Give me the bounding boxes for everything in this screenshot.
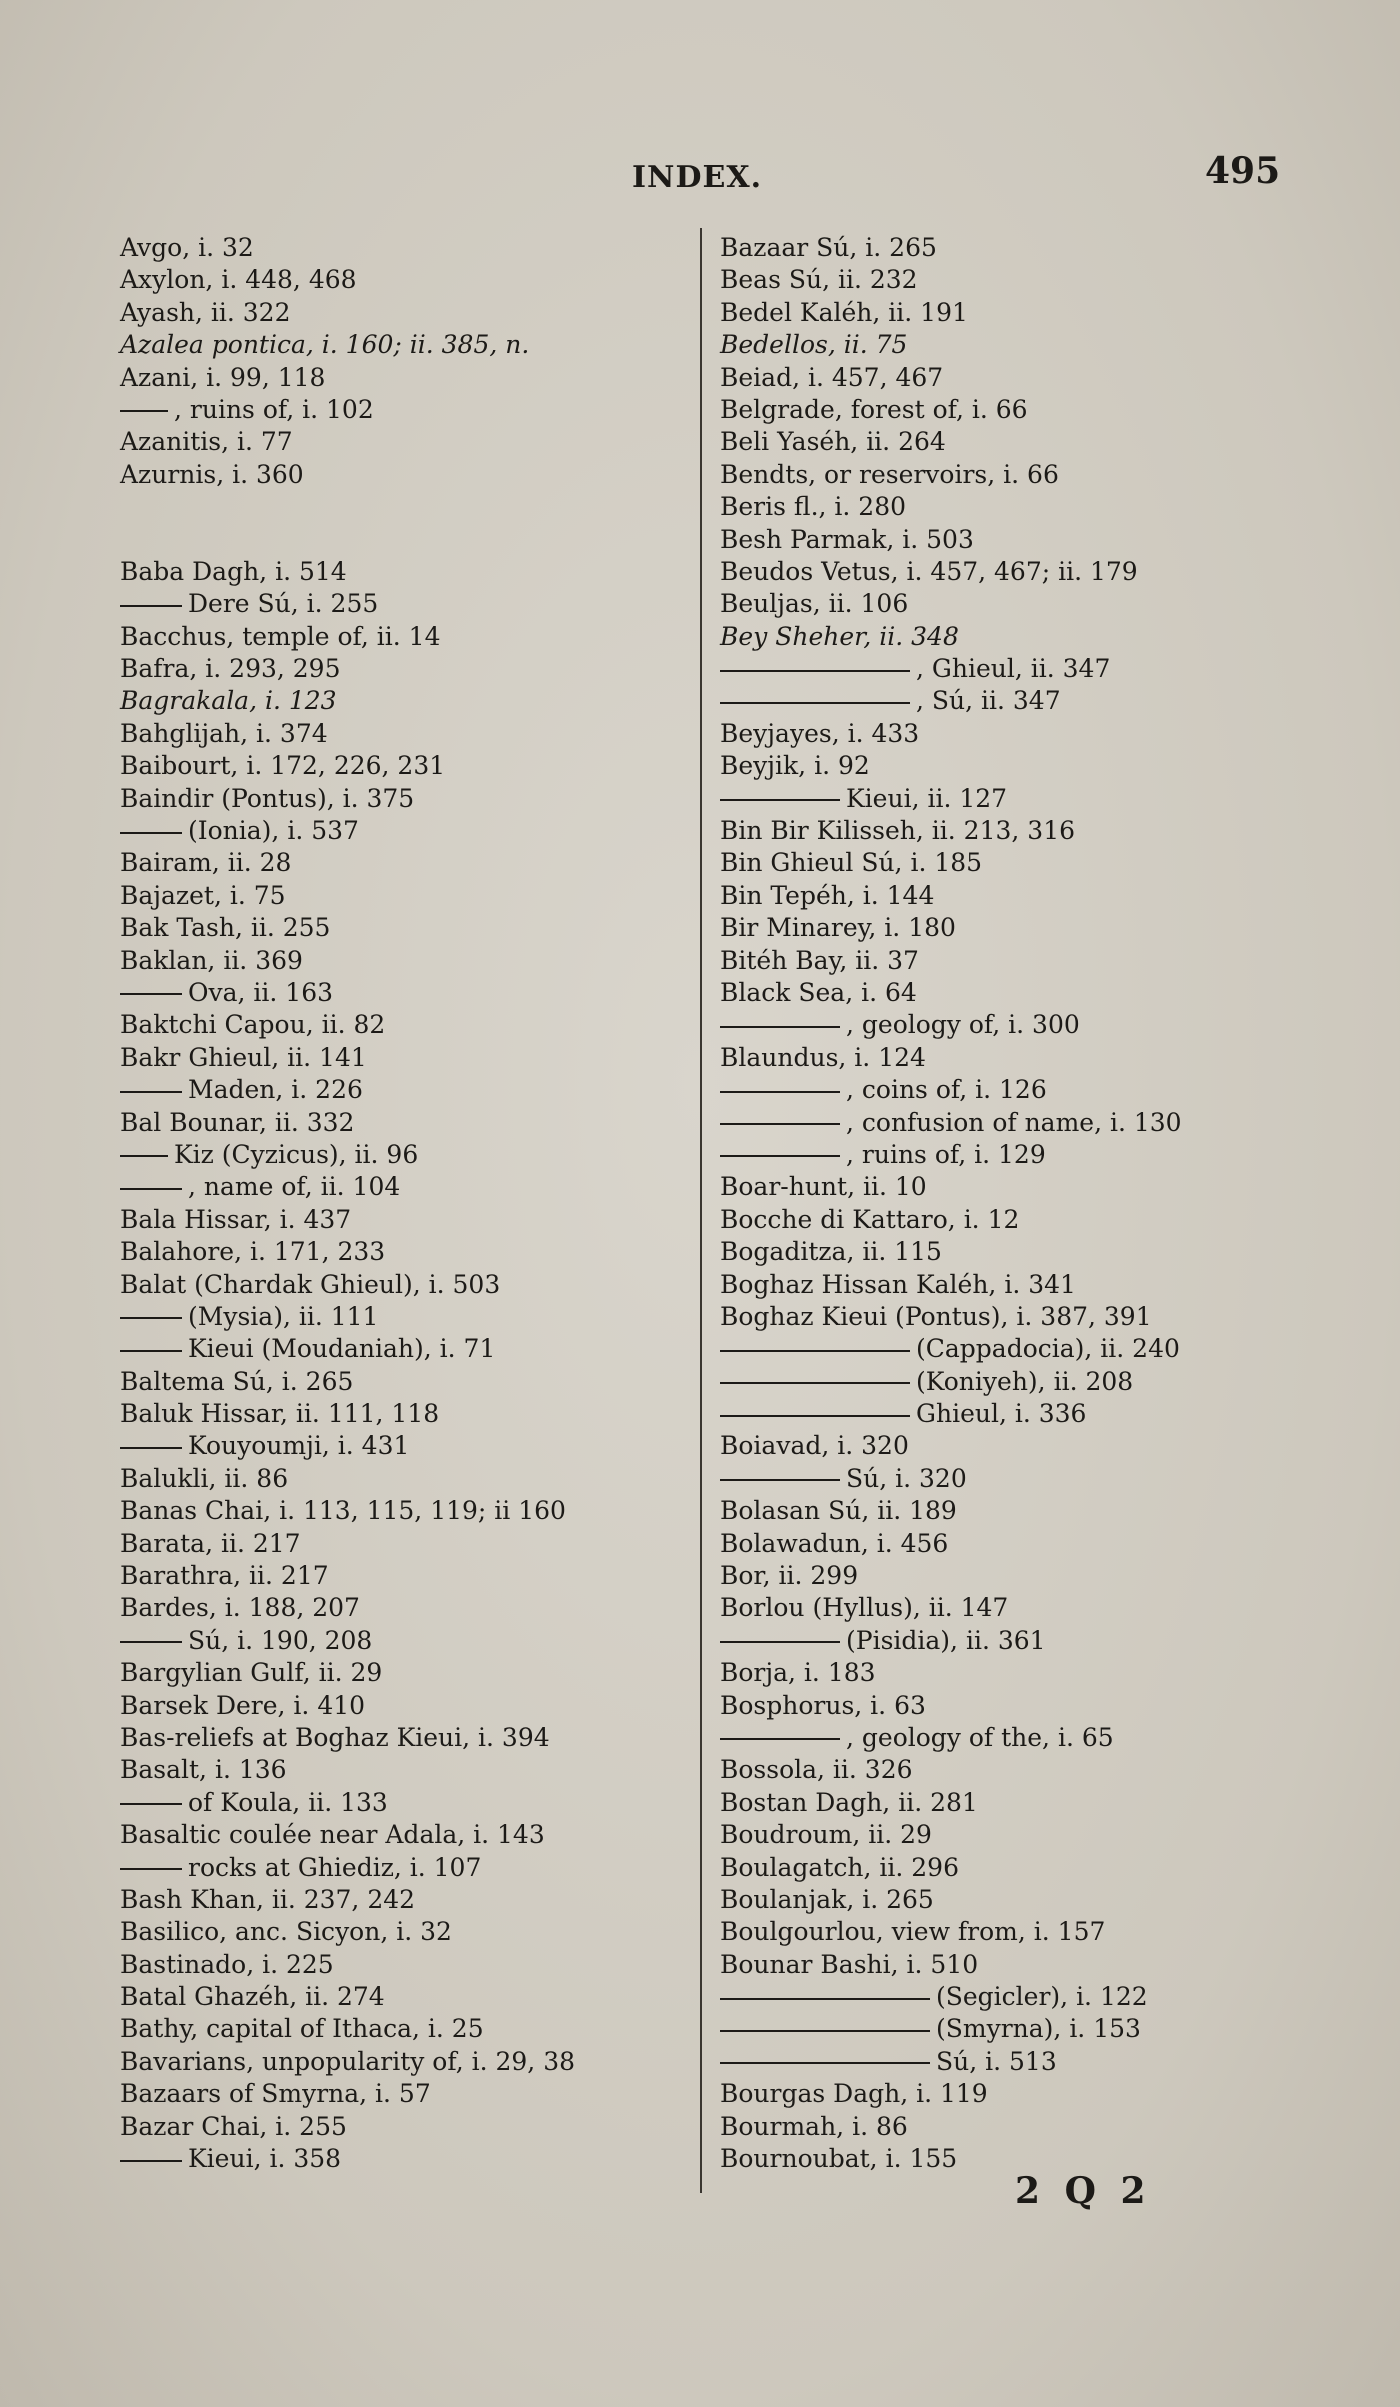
index-entry (120, 718, 680, 750)
page-number: 495 (1205, 150, 1281, 192)
ditto-dash (720, 670, 910, 672)
index-entry (120, 945, 680, 977)
index-entry (120, 1139, 680, 1171)
index-entry (120, 426, 680, 458)
index-entry (120, 1495, 680, 1527)
index-entry-text: , name of, ii. 104 (188, 1172, 401, 1202)
index-entry-text: Barsek Dere, i. 410 (120, 1690, 366, 1720)
index-entry-text: Baluk Hissar, ii. 111, 118 (120, 1399, 440, 1429)
ditto-dash (720, 1641, 840, 1643)
index-entry-text: Balat (Chardak Ghieul), i. 503 (120, 1269, 501, 1299)
ditto-dash (720, 702, 910, 704)
index-entry-text: Bourgas Dagh, i. 119 (720, 2079, 988, 2109)
index-entry (720, 556, 1300, 588)
index-entry (720, 1463, 1300, 1495)
index-entry (720, 1852, 1300, 1884)
index-entry (720, 1560, 1300, 1592)
index-entry (720, 426, 1300, 458)
index-entry (720, 1916, 1300, 1948)
index-entry-text: Baltema Sú, i. 265 (120, 1366, 354, 1396)
index-entry-text: , confusion of name, i. 130 (846, 1107, 1182, 1137)
index-entry (120, 1560, 680, 1592)
ditto-dash (720, 2030, 930, 2032)
index-entry (720, 329, 1300, 361)
index-entry-text: (Smyrna), i. 153 (936, 2014, 1141, 2044)
index-entry (720, 1366, 1300, 1398)
ditto-dash (720, 1479, 840, 1481)
index-entry (720, 264, 1300, 296)
index-entry (720, 1690, 1300, 1722)
index-entry-text: Sú, i. 320 (846, 1463, 967, 1493)
ditto-dash (120, 1188, 182, 1190)
index-entry (120, 232, 680, 264)
index-entry (120, 556, 680, 588)
index-entry (120, 1463, 680, 1495)
index-entry (120, 1171, 680, 1203)
index-entry-text: Azani, i. 99, 118 (120, 362, 326, 392)
index-entry-text: Boiavad, i. 320 (720, 1431, 909, 1461)
index-entry (720, 1074, 1300, 1106)
index-entry (720, 362, 1300, 394)
index-entry (120, 1107, 680, 1139)
index-entry-text: Bin Bir Kilisseh, ii. 213, 316 (720, 816, 1076, 846)
index-entry-text: (Ionia), i. 537 (188, 816, 359, 846)
index-entry-text: Bafra, i. 293, 295 (120, 654, 341, 684)
index-entry (720, 685, 1300, 717)
index-entry-text: Bitéh Bay, ii. 37 (720, 945, 919, 975)
ditto-dash (120, 993, 182, 995)
index-entry-text: Ghieul, i. 336 (916, 1399, 1087, 1429)
index-entry-text: Boar-hunt, ii. 10 (720, 1172, 927, 1202)
index-entry (720, 2078, 1300, 2110)
index-entry (720, 783, 1300, 815)
index-entry (120, 1236, 680, 1268)
ditto-dash (120, 2160, 182, 2162)
index-entry-text: , ruins of, i. 129 (846, 1139, 1046, 1169)
index-entry-text: Basalt, i. 136 (120, 1755, 287, 1785)
index-entry-text: Bosphorus, i. 63 (720, 1690, 926, 1720)
index-entry-text: Azalea pontica, i. 160; ii. 385, n. (120, 330, 530, 360)
index-entry-text: Bor, ii. 299 (720, 1561, 859, 1591)
index-entry (720, 847, 1300, 879)
index-entry (120, 1722, 680, 1754)
index-entry-text: Baindir (Pontus), i. 375 (120, 783, 415, 813)
index-entry (720, 1657, 1300, 1689)
index-entry-text: Beyjik, i. 92 (720, 751, 870, 781)
index-entry (720, 1204, 1300, 1236)
index-entry (120, 1754, 680, 1786)
ditto-dash (120, 1868, 182, 1870)
index-entry (120, 653, 680, 685)
ditto-dash (120, 1447, 182, 1449)
index-entry-text: Dere Sú, i. 255 (188, 589, 379, 619)
index-entry-text: Borlou (Hyllus), ii. 147 (720, 1593, 1009, 1623)
index-entry-text: Bey Sheher, ii. 348 (720, 621, 959, 651)
index-entry-text: Balukli, ii. 86 (120, 1463, 289, 1493)
index-entry (720, 588, 1300, 620)
index-entry (120, 1398, 680, 1430)
index-entry (720, 297, 1300, 329)
index-entry (720, 2111, 1300, 2143)
ditto-dash (720, 1382, 910, 1384)
index-entry-text: , geology of the, i. 65 (846, 1722, 1114, 1752)
index-entry (720, 2013, 1300, 2045)
index-entry-text: Kiz (Cyzicus), ii. 96 (174, 1139, 419, 1169)
index-entry-text: Bolasan Sú, ii. 189 (720, 1496, 957, 1526)
index-entry (120, 2111, 680, 2143)
index-entry-text: Bogaditza, ii. 115 (720, 1237, 942, 1267)
index-entry (720, 1269, 1300, 1301)
index-entry-text: Bairam, ii. 28 (120, 848, 292, 878)
ditto-dash (120, 605, 182, 607)
index-entry-text: Azurnis, i. 360 (120, 459, 304, 489)
index-entry-text: Beris fl., i. 280 (720, 492, 907, 522)
index-entry (120, 362, 680, 394)
index-entry-text: Beuljas, ii. 106 (720, 589, 909, 619)
index-entry-text: Boulagatch, ii. 296 (720, 1852, 959, 1882)
index-entry (120, 1366, 680, 1398)
ditto-dash (120, 1641, 182, 1643)
index-entry (120, 2013, 680, 2045)
index-entry (120, 1074, 680, 1106)
index-entry-text: Balahore, i. 171, 233 (120, 1237, 386, 1267)
index-entry-text: Sú, i. 190, 208 (188, 1625, 373, 1655)
index-entry-text: , Sú, ii. 347 (916, 686, 1061, 716)
index-entry-text: Blaundus, i. 124 (720, 1042, 926, 1072)
index-entry-text: Belgrade, forest of, i. 66 (720, 394, 1028, 424)
index-entry-text: (Segicler), i. 122 (936, 1982, 1148, 2012)
index-entry (120, 1042, 680, 1074)
index-entry-text: Baktchi Capou, ii. 82 (120, 1010, 386, 1040)
index-entry-text: Beyjayes, i. 433 (720, 718, 920, 748)
index-entry (720, 1430, 1300, 1462)
signature-mark: 2 Q 2 (1015, 2170, 1152, 2212)
index-entry (120, 1528, 680, 1560)
index-entry (720, 1139, 1300, 1171)
index-entry-text: Basilico, anc. Sicyon, i. 32 (120, 1917, 452, 1947)
index-entry (120, 1787, 680, 1819)
index-entry (120, 1301, 680, 1333)
ditto-dash (120, 1317, 182, 1319)
index-entry (720, 1042, 1300, 1074)
index-entry (120, 1884, 680, 1916)
ditto-dash (120, 1350, 182, 1352)
index-entry (120, 1657, 680, 1689)
index-entry-text: , Ghieul, ii. 347 (916, 654, 1111, 684)
index-entry-text: Bala Hissar, i. 437 (120, 1204, 352, 1234)
index-entry-text: Baibourt, i. 172, 226, 231 (120, 751, 446, 781)
index-entry-text: Bazaars of Smyrna, i. 57 (120, 2079, 431, 2109)
index-entry-text: Bathy, capital of Ithaca, i. 25 (120, 2014, 484, 2044)
index-entry-text: Bendts, or reservoirs, i. 66 (720, 459, 1059, 489)
index-entry (120, 783, 680, 815)
index-entry (720, 1009, 1300, 1041)
index-entry (120, 297, 680, 329)
index-entry (120, 1430, 680, 1462)
index-entry (720, 1301, 1300, 1333)
index-entry (120, 1625, 680, 1657)
index-entry-text: Banas Chai, i. 113, 115, 119; ii 160 (120, 1496, 566, 1526)
index-entry (720, 718, 1300, 750)
index-entry-text: (Mysia), ii. 111 (188, 1301, 379, 1331)
index-entry-text: Bak Tash, ii. 255 (120, 913, 331, 943)
index-entry-text: , ruins of, i. 102 (174, 394, 374, 424)
index-entry (120, 1204, 680, 1236)
index-entry (120, 1819, 680, 1851)
index-entry-text: Maden, i. 226 (188, 1075, 363, 1105)
index-entry-text: Bacchus, temple of, ii. 14 (120, 621, 441, 651)
index-entry (720, 1495, 1300, 1527)
index-entry (720, 750, 1300, 782)
index-entry-text: of Koula, ii. 133 (188, 1787, 388, 1817)
index-entry-text: (Pisidia), ii. 361 (846, 1625, 1046, 1655)
index-entry (120, 2143, 680, 2175)
ditto-dash (720, 2062, 930, 2064)
index-entry-text: (Cappadocia), ii. 240 (916, 1334, 1180, 1364)
column-divider (700, 228, 702, 2193)
index-entry (720, 1333, 1300, 1365)
ditto-dash (120, 1155, 168, 1157)
index-column-left (120, 232, 680, 2175)
ditto-dash (720, 1091, 840, 1093)
index-entry (720, 1787, 1300, 1819)
index-entry (720, 459, 1300, 491)
index-entry-text: Bargylian Gulf, ii. 29 (120, 1658, 383, 1688)
index-entry (120, 1916, 680, 1948)
index-entry-text: , coins of, i. 126 (846, 1075, 1047, 1105)
index-entry-text: Bazar Chai, i. 255 (120, 2111, 347, 2141)
index-entry (720, 1528, 1300, 1560)
index-entry (720, 2143, 1300, 2175)
index-entry-text: Bash Khan, ii. 237, 242 (120, 1884, 416, 1914)
index-entry-text: (Koniyeh), ii. 208 (916, 1366, 1134, 1396)
index-entry-text: Kieui, i. 358 (188, 2144, 342, 2174)
index-entry-text: Boghaz Kieui (Pontus), i. 387, 391 (720, 1301, 1152, 1331)
index-entry (720, 1236, 1300, 1268)
ditto-dash (720, 1415, 910, 1417)
index-entry (720, 1819, 1300, 1851)
index-entry (720, 1592, 1300, 1624)
index-entry (120, 1949, 680, 1981)
index-column-right (720, 232, 1300, 2175)
index-entry (720, 1398, 1300, 1430)
index-entry-text: Bahglijah, i. 374 (120, 718, 328, 748)
ditto-dash (120, 832, 182, 834)
index-entry (720, 1625, 1300, 1657)
index-entry (120, 1690, 680, 1722)
index-entry (120, 685, 680, 717)
index-entry-text: Beas Sú, ii. 232 (720, 265, 918, 295)
index-entry-text: Bardes, i. 188, 207 (120, 1593, 360, 1623)
ditto-dash (720, 1123, 840, 1125)
ditto-dash (120, 1091, 182, 1093)
index-entry (720, 1171, 1300, 1203)
index-entry (120, 394, 680, 426)
index-entry-text: Basaltic coulée near Adala, i. 143 (120, 1820, 545, 1850)
index-entry (120, 1852, 680, 1884)
index-entry-text: Beiad, i. 457, 467 (720, 362, 944, 392)
index-entry (120, 815, 680, 847)
index-entry-text: Boulgourlou, view from, i. 157 (720, 1917, 1106, 1947)
ditto-dash (720, 1026, 840, 1028)
index-entry (120, 264, 680, 296)
index-entry (720, 1981, 1300, 2013)
index-entry-text: Avgo, i. 32 (120, 233, 254, 262)
index-entry-text: Boghaz Hissan Kaléh, i. 341 (720, 1269, 1076, 1299)
index-entry-text: Kieui, ii. 127 (846, 783, 1008, 813)
index-entry (720, 2046, 1300, 2078)
index-entry-text: Bin Ghieul Sú, i. 185 (720, 848, 983, 878)
index-entry-text: Kieui (Moudaniah), i. 71 (188, 1334, 496, 1364)
index-entry (720, 653, 1300, 685)
running-head: INDEX. (632, 160, 763, 195)
index-entry-text: Bakr Ghieul, ii. 141 (120, 1042, 367, 1072)
index-entry (720, 1884, 1300, 1916)
index-entry-text: Sú, i. 513 (936, 2046, 1057, 2076)
index-entry-text: Bavarians, unpopularity of, i. 29, 38 (120, 2046, 576, 2076)
index-entry (720, 232, 1300, 264)
index-entry-text: Bounar Bashi, i. 510 (720, 1949, 979, 1979)
index-entry-text: Bedel Kaléh, ii. 191 (720, 297, 968, 327)
index-gap (120, 491, 680, 523)
index-entry (720, 815, 1300, 847)
index-entry-text: Bocche di Kattaro, i. 12 (720, 1204, 1020, 1234)
ditto-dash (720, 1350, 910, 1352)
index-entry-text: Baba Dagh, i. 514 (120, 556, 347, 586)
index-entry-text: rocks at Ghiediz, i. 107 (188, 1852, 482, 1882)
index-entry (120, 459, 680, 491)
index-entry (120, 1592, 680, 1624)
index-entry-text: Borja, i. 183 (720, 1658, 876, 1688)
index-entry-text: Barata, ii. 217 (120, 1528, 301, 1558)
index-entry (720, 1949, 1300, 1981)
index-entry-text: Bolawadun, i. 456 (720, 1528, 949, 1558)
ditto-dash (120, 410, 168, 412)
index-entry-text: Boulanjak, i. 265 (720, 1884, 934, 1914)
index-entry-text: Bas-reliefs at Boghaz Kieui, i. 394 (120, 1722, 550, 1752)
index-entry-text: Bir Minarey, i. 180 (720, 913, 956, 943)
index-entry (720, 394, 1300, 426)
index-entry (720, 1722, 1300, 1754)
index-gap (120, 524, 680, 556)
ditto-dash (720, 1738, 840, 1740)
index-entry-text: Bournoubat, i. 155 (720, 2144, 958, 2174)
index-entry (120, 977, 680, 1009)
index-entry-text: Ova, ii. 163 (188, 977, 334, 1007)
index-entry (120, 621, 680, 653)
index-entry-text: Baklan, ii. 369 (120, 945, 303, 975)
index-entry (720, 977, 1300, 1009)
index-entry (120, 588, 680, 620)
index-entry (720, 1754, 1300, 1786)
index-entry-text: Beli Yaséh, ii. 264 (720, 427, 946, 457)
index-entry-text: , geology of, i. 300 (846, 1010, 1080, 1040)
ditto-dash (720, 799, 840, 801)
index-entry (120, 880, 680, 912)
index-entry-text: Bedellos, ii. 75 (720, 330, 908, 360)
index-entry-text: Azanitis, i. 77 (120, 427, 293, 457)
index-entry (120, 1981, 680, 2013)
index-entry (120, 1009, 680, 1041)
ditto-dash (120, 1803, 182, 1805)
ditto-dash (720, 1155, 840, 1157)
index-entry (120, 912, 680, 944)
index-entry (120, 847, 680, 879)
index-entry (720, 912, 1300, 944)
index-entry (720, 621, 1300, 653)
index-entry-text: Bajazet, i. 75 (120, 880, 286, 910)
index-entry-text: Bostan Dagh, ii. 281 (720, 1787, 978, 1817)
index-entry (120, 329, 680, 361)
index-entry (720, 880, 1300, 912)
index-entry-text: Barathra, ii. 217 (120, 1561, 329, 1591)
index-entry-text: Bossola, ii. 326 (720, 1755, 913, 1785)
index-entry (720, 1107, 1300, 1139)
index-entry (120, 750, 680, 782)
index-entry-text: Bourmah, i. 86 (720, 2111, 908, 2141)
index-entry-text: Axylon, i. 448, 468 (120, 265, 357, 295)
index-entry (720, 945, 1300, 977)
index-entry-text: Black Sea, i. 64 (720, 977, 917, 1007)
index-entry-text: Boudroum, ii. 29 (720, 1820, 932, 1850)
index-entry-text: Bastinado, i. 225 (120, 1949, 334, 1979)
index-entry-text: Kouyoumji, i. 431 (188, 1431, 410, 1461)
index-entry (120, 1333, 680, 1365)
index-entry-text: Bazaar Sú, i. 265 (720, 233, 937, 262)
index-entry (120, 2078, 680, 2110)
index-entry-text: Ayash, ii. 322 (120, 297, 291, 327)
index-entry-text: Beudos Vetus, i. 457, 467; ii. 179 (720, 556, 1138, 586)
index-entry-text: Bin Tepéh, i. 144 (720, 880, 935, 910)
index-entry (720, 491, 1300, 523)
index-entry (720, 524, 1300, 556)
ditto-dash (720, 1998, 930, 2000)
index-entry-text: Bal Bounar, ii. 332 (120, 1107, 355, 1137)
index-entry-text: Bagrakala, i. 123 (120, 686, 337, 716)
index-entry (120, 2046, 680, 2078)
index-entry (120, 1269, 680, 1301)
index-entry-text: Batal Ghazéh, ii. 274 (120, 1982, 385, 2012)
index-entry-text: Besh Parmak, i. 503 (720, 524, 974, 554)
